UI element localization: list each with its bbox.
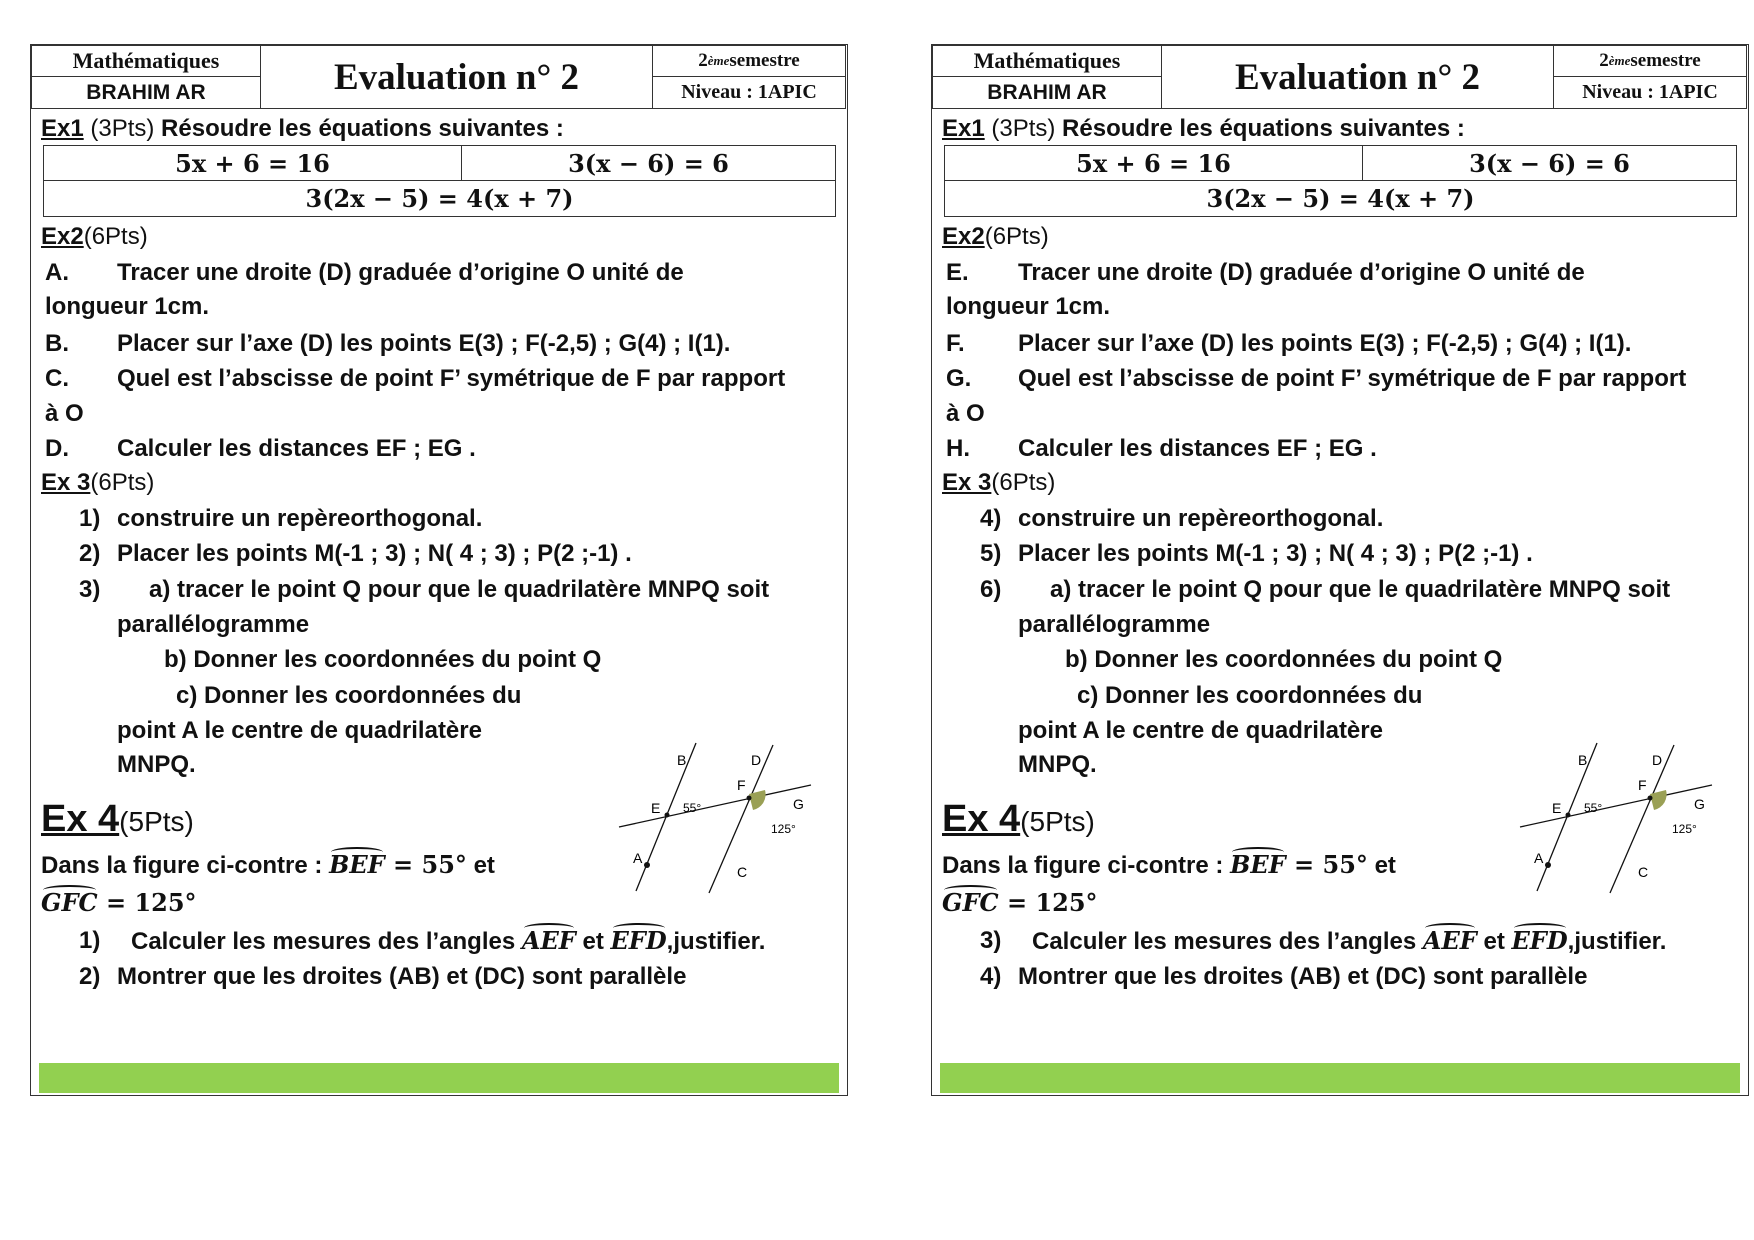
ex2-letter-3: C. <box>45 365 69 392</box>
label-g: G <box>793 796 804 812</box>
line-eg <box>619 785 811 827</box>
ex4-heading <box>41 797 194 846</box>
ex2-q2: Placer sur l’axe (D) les points E(3) ; F(-2,5) ; G(4) ; I(1). <box>1018 330 1632 357</box>
angle-efd: EFD <box>1511 926 1568 955</box>
angle-gfc: GFC <box>942 888 999 917</box>
ex2-letter-1: A. <box>45 259 69 286</box>
ex2-q3-line1: Quel est l’abscisse de point F’ symétrique de F par rapport <box>117 365 786 392</box>
ex1-label: Ex1 <box>41 115 84 142</box>
semester-word: semestre <box>729 50 800 71</box>
ex4-q1-justify: ,justifier. <box>1567 928 1667 955</box>
ex3-num-1: 1) <box>79 505 101 532</box>
point-f <box>1648 796 1653 801</box>
ex2-heading <box>41 223 148 251</box>
ex4-num-1: 1) <box>79 927 101 954</box>
angle-125-mark <box>1650 790 1667 810</box>
subject-cell: Mathématiques <box>31 45 261 77</box>
ex3-q3a: a) tracer le point Q pour que le quadrilatère MNPQ soit <box>149 576 770 603</box>
ex3-num-2: 5) <box>980 540 1002 567</box>
ex3-q3b: b) Donner les coordonnées du point Q <box>164 646 602 673</box>
ex2-q1-line1: Tracer une droite (D) graduée d’origine O unité de <box>1018 259 1585 286</box>
ex4-q1 <box>131 927 765 956</box>
header-table <box>31 45 846 109</box>
semester-cell <box>1553 45 1747 77</box>
label-c: C <box>737 864 748 880</box>
ex4-et: et <box>466 852 495 879</box>
ex1-points: (3Pts) <box>984 115 1063 142</box>
ex1-heading <box>942 115 1465 143</box>
angle-bef-value: = 55° <box>384 850 467 879</box>
header-table <box>932 45 1747 109</box>
angle-label-125: 125° <box>771 822 796 836</box>
ex3-heading <box>942 469 1055 497</box>
angle-aef: AEF <box>521 926 576 955</box>
ex2-label: Ex2 <box>41 223 84 250</box>
semester-number: 2 <box>698 50 708 71</box>
ex3-q3c-end: MNPQ. <box>1018 751 1097 778</box>
evaluation-sheet-right <box>931 44 1749 1096</box>
ex3-points: (6Pts) <box>90 469 155 496</box>
ex3-num-1: 4) <box>980 505 1002 532</box>
parallel-lines-figure <box>611 695 821 895</box>
ex4-q1-and: et <box>575 928 611 955</box>
label-f: F <box>1638 777 1647 793</box>
ex4-q2: Montrer que les droites (AB) et (DC) sont parallèle <box>1018 963 1588 990</box>
ex3-q1: construire un repèreorthogonal. <box>1018 505 1384 532</box>
ex3-q1: construire un repèreorthogonal. <box>117 505 483 532</box>
label-e: E <box>1552 800 1562 816</box>
ex3-q3c-cont: point A le centre de quadrilatère <box>1018 717 1383 744</box>
level-cell: Niveau : 1APIC <box>1553 76 1747 109</box>
ex4-q1 <box>1032 927 1666 956</box>
equations-table <box>944 145 1737 217</box>
ex4-intro-line <box>41 851 495 880</box>
ex3-points: (6Pts) <box>991 469 1056 496</box>
ex2-q3-line2: à O <box>45 400 84 427</box>
point-f <box>747 796 752 801</box>
ex2-q3-line1: Quel est l’abscisse de point F’ symétrique de F par rapport <box>1018 365 1687 392</box>
point-e <box>1566 813 1571 818</box>
title-cell: Evaluation n° 2 <box>1161 45 1554 109</box>
ex3-num-3: 3) <box>79 576 101 603</box>
angle-efd: EFD <box>610 926 667 955</box>
label-g: G <box>1694 796 1705 812</box>
label-f: F <box>737 777 746 793</box>
ex3-q3a-cont: parallélogramme <box>1018 611 1211 638</box>
angle-aef: AEF <box>1422 926 1477 955</box>
angle-label-55: 55° <box>683 801 702 815</box>
subject-cell: Mathématiques <box>932 45 1162 77</box>
ex4-label: Ex 4 <box>41 798 120 840</box>
ex3-q2: Placer les points M(-1 ; 3) ; N( 4 ; 3) ; P(2 ;-1) . <box>117 540 632 567</box>
ex3-label: Ex 3 <box>41 469 91 496</box>
ex1-instruction: Résoudre les équations suivantes : <box>1062 115 1465 142</box>
label-e: E <box>651 800 661 816</box>
ex4-q1-and: et <box>1476 928 1512 955</box>
angle-bef: BEF <box>1230 850 1286 879</box>
angle-label-125: 125° <box>1672 822 1697 836</box>
equation-2: 3(x − 6) = 6 <box>461 145 836 181</box>
ex2-q1-line1: Tracer une droite (D) graduée d’origine O unité de <box>117 259 684 286</box>
label-a: A <box>633 850 643 866</box>
ex2-q4: Calculer les distances EF ; EG . <box>117 435 476 462</box>
point-a <box>1545 862 1551 868</box>
ex4-intro-line <box>942 851 1396 880</box>
evaluation-sheet-left <box>30 44 848 1096</box>
ex3-num-2: 2) <box>79 540 101 567</box>
label-a: A <box>1534 850 1544 866</box>
footer-green-bar <box>940 1063 1740 1093</box>
semester-cell <box>652 45 846 77</box>
ex2-points: (6Pts) <box>984 223 1049 250</box>
ex2-q3-line2: à O <box>946 400 985 427</box>
point-e <box>665 813 670 818</box>
ex4-gfc-line <box>942 889 1098 918</box>
ex4-q2: Montrer que les droites (AB) et (DC) sont parallèle <box>117 963 687 990</box>
ex2-letter-3: G. <box>946 365 972 392</box>
angle-gfc: GFC <box>41 888 98 917</box>
ex3-q3b: b) Donner les coordonnées du point Q <box>1065 646 1503 673</box>
angle-gfc-value: = 125° <box>97 888 197 917</box>
equation-1: 5x + 6 = 16 <box>944 145 1363 181</box>
label-b: B <box>677 752 687 768</box>
ex2-q1-line2: longueur 1cm. <box>45 293 210 320</box>
angle-bef-value: = 55° <box>1285 850 1368 879</box>
footer-green-bar <box>39 1063 839 1093</box>
ex4-et: et <box>1367 852 1396 879</box>
equations-table <box>43 145 836 217</box>
ex2-heading <box>942 223 1049 251</box>
semester-word: semestre <box>1630 50 1701 71</box>
ex3-q2: Placer les points M(-1 ; 3) ; N( 4 ; 3) ; P(2 ;-1) . <box>1018 540 1533 567</box>
ex4-q1-justify: ,justifier. <box>666 928 766 955</box>
angle-125-mark <box>749 790 766 810</box>
equation-1: 5x + 6 = 16 <box>43 145 462 181</box>
semester-sup: ème <box>707 53 730 68</box>
ex3-heading <box>41 469 154 497</box>
angle-bef: BEF <box>329 850 385 879</box>
ex1-heading <box>41 115 564 143</box>
ex3-q3c-cont: point A le centre de quadrilatère <box>117 717 482 744</box>
equation-2: 3(x − 6) = 6 <box>1362 145 1737 181</box>
ex2-q1-line2: longueur 1cm. <box>946 293 1111 320</box>
label-d: D <box>751 752 762 768</box>
equation-3: 3(2x − 5) = 4(x + 7) <box>944 180 1737 217</box>
ex2-letter-2: B. <box>45 330 69 357</box>
ex1-instruction: Résoudre les équations suivantes : <box>161 115 564 142</box>
point-a <box>644 862 650 868</box>
ex3-q3a-cont: parallélogramme <box>117 611 310 638</box>
ex3-label: Ex 3 <box>942 469 992 496</box>
semester-number: 2 <box>1599 50 1609 71</box>
ex4-num-1: 3) <box>980 927 1002 954</box>
ex1-label: Ex1 <box>942 115 985 142</box>
title-cell: Evaluation n° 2 <box>260 45 653 109</box>
ex3-num-3: 6) <box>980 576 1002 603</box>
ex2-points: (6Pts) <box>83 223 148 250</box>
ex4-points: (5Pts) <box>119 806 194 837</box>
ex2-letter-2: F. <box>946 330 965 357</box>
ex4-intro: Dans la figure ci-contre : <box>41 852 330 879</box>
ex2-letter-4: H. <box>946 435 970 462</box>
ex4-num-2: 4) <box>980 963 1002 990</box>
level-cell: Niveau : 1APIC <box>652 76 846 109</box>
ex4-q1-text: Calculer les mesures des l’angles <box>131 928 522 955</box>
ex4-q1-text: Calculer les mesures des l’angles <box>1032 928 1423 955</box>
ex4-points: (5Pts) <box>1020 806 1095 837</box>
label-d: D <box>1652 752 1663 768</box>
ex2-label: Ex2 <box>942 223 985 250</box>
author-cell: BRAHIM AR <box>932 76 1162 109</box>
ex2-q2: Placer sur l’axe (D) les points E(3) ; F(-2,5) ; G(4) ; I(1). <box>117 330 731 357</box>
line-eg <box>1520 785 1712 827</box>
parallel-lines-figure <box>1512 695 1722 895</box>
ex4-num-2: 2) <box>79 963 101 990</box>
ex4-intro: Dans la figure ci-contre : <box>942 852 1231 879</box>
ex2-q4: Calculer les distances EF ; EG . <box>1018 435 1377 462</box>
angle-label-55: 55° <box>1584 801 1603 815</box>
ex1-points: (3Pts) <box>83 115 162 142</box>
semester-sup: ème <box>1608 53 1631 68</box>
ex3-q3a: a) tracer le point Q pour que le quadrilatère MNPQ soit <box>1050 576 1671 603</box>
angle-gfc-value: = 125° <box>998 888 1098 917</box>
ex4-heading <box>942 797 1095 846</box>
equation-3: 3(2x − 5) = 4(x + 7) <box>43 180 836 217</box>
ex3-q3c: c) Donner les coordonnées du <box>1077 682 1423 709</box>
label-c: C <box>1638 864 1649 880</box>
ex4-gfc-line <box>41 889 197 918</box>
author-cell: BRAHIM AR <box>31 76 261 109</box>
ex3-q3c: c) Donner les coordonnées du <box>176 682 522 709</box>
ex2-letter-1: E. <box>946 259 969 286</box>
ex3-q3c-end: MNPQ. <box>117 751 196 778</box>
ex2-letter-4: D. <box>45 435 69 462</box>
ex4-label: Ex 4 <box>942 798 1021 840</box>
label-b: B <box>1578 752 1588 768</box>
